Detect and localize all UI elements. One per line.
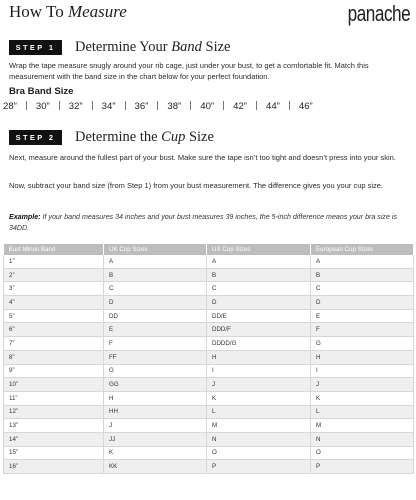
- cell-bust-minus-band: 15”: [4, 446, 104, 460]
- example-label: Example:: [9, 213, 41, 221]
- cell-bust-minus-band: 6”: [4, 323, 104, 337]
- cell-us-cup: DDDD/G: [207, 337, 311, 351]
- cell-bust-minus-band: 2”: [4, 268, 104, 282]
- cell-us-cup: N: [207, 432, 311, 446]
- cell-us-cup: C: [207, 282, 311, 296]
- cell-european-cup: I: [311, 364, 414, 378]
- cell-us-cup: J: [207, 378, 311, 392]
- step-1-heading-suffix: Size: [201, 38, 231, 55]
- step-1-heading-prefix: Determine Your: [75, 38, 172, 55]
- band-size-divider: [289, 101, 290, 110]
- cell-us-cup: A: [207, 255, 311, 268]
- cell-bust-minus-band: 5”: [4, 309, 104, 323]
- band-size-divider: [256, 101, 257, 110]
- band-size-item: 28”: [3, 101, 17, 112]
- band-size-item: 46”: [298, 101, 313, 112]
- cell-bust-minus-band: 10”: [4, 378, 104, 392]
- cell-bust-minus-band: 11”: [4, 391, 104, 405]
- cell-us-cup: M: [207, 419, 311, 433]
- table-row: [4, 405, 414, 419]
- cell-uk-cup: F: [104, 337, 207, 351]
- cell-us-cup: DDD/F: [207, 323, 311, 337]
- cell-european-cup: E: [311, 309, 414, 323]
- cell-bust-minus-band: 8”: [4, 350, 104, 364]
- cell-us-cup: B: [207, 268, 311, 282]
- cell-bust-minus-band: 9”: [4, 364, 104, 378]
- cell-bust-minus-band: 4”: [4, 296, 104, 310]
- header-us-cup-sizes: US Cup Sizes: [207, 244, 311, 255]
- cell-uk-cup: E: [104, 323, 207, 337]
- band-size-divider: [125, 101, 126, 110]
- step-2-heading-prefix: Determine the: [75, 128, 162, 145]
- step-2-header: [9, 128, 214, 146]
- step-1-badge: STEP 1: [9, 40, 62, 55]
- cell-uk-cup: JJ: [104, 432, 207, 446]
- step-2-instructions-1: Next, measure around the fullest part of your bust. Make sure the tape isn’t too tight and doesn’t press into your skin.: [9, 153, 396, 162]
- band-size-item: 34”: [101, 101, 116, 112]
- cell-uk-cup: C: [104, 282, 207, 296]
- table-row: [4, 446, 414, 460]
- table-body: [4, 255, 414, 474]
- step-2-heading-suffix: Size: [185, 128, 214, 145]
- cell-uk-cup: B: [104, 268, 207, 282]
- cell-european-cup: M: [311, 419, 414, 433]
- cell-us-cup: L: [207, 405, 311, 419]
- step-2-badge: STEP 2: [9, 130, 62, 145]
- cell-us-cup: DD/E: [207, 309, 311, 323]
- table-header-row: [4, 244, 414, 255]
- cell-uk-cup: J: [104, 419, 207, 433]
- cell-bust-minus-band: 1”: [4, 255, 104, 268]
- band-size-divider: [59, 101, 60, 110]
- brand-logo: panache: [347, 1, 410, 26]
- cell-uk-cup: G: [104, 364, 207, 378]
- header-european-cup-sizes: European Cup Sizes: [311, 244, 414, 255]
- cell-european-cup: C: [311, 282, 414, 296]
- cell-uk-cup: A: [104, 255, 207, 268]
- cell-uk-cup: KK: [104, 460, 207, 474]
- table-row: [4, 337, 414, 351]
- table-row: [4, 378, 414, 392]
- cell-european-cup: B: [311, 268, 414, 282]
- band-size-item: 36”: [134, 101, 149, 112]
- page-title-emphasis: Measure: [67, 2, 127, 21]
- table-row: [4, 364, 414, 378]
- cell-bust-minus-band: 13”: [4, 419, 104, 433]
- header-bust-minus-band: Bust Minus Band: [4, 244, 104, 255]
- cell-us-cup: O: [207, 446, 311, 460]
- step-2-heading-emphasis: Cup: [161, 128, 186, 145]
- step-1-heading-emphasis: Band: [171, 38, 202, 55]
- cell-us-cup: H: [207, 350, 311, 364]
- table-row: [4, 296, 414, 310]
- cell-uk-cup: K: [104, 446, 207, 460]
- cell-uk-cup: GG: [104, 378, 207, 392]
- table-row: [4, 460, 414, 474]
- table-row: [4, 309, 414, 323]
- cell-uk-cup: FF: [104, 350, 207, 364]
- cell-european-cup: F: [311, 323, 414, 337]
- band-size-divider: [92, 101, 93, 110]
- table-row: [4, 255, 414, 268]
- cell-us-cup: K: [207, 391, 311, 405]
- cell-european-cup: A: [311, 255, 414, 268]
- table-row: [4, 268, 414, 282]
- band-size-list: [3, 101, 313, 112]
- band-size-divider: [26, 101, 27, 110]
- cell-european-cup: L: [311, 405, 414, 419]
- cell-bust-minus-band: 12”: [4, 405, 104, 419]
- cell-bust-minus-band: 14”: [4, 432, 104, 446]
- header-uk-cup-sizes: UK Cup Sizes: [104, 244, 207, 255]
- cell-european-cup: J: [311, 378, 414, 392]
- band-size-item: 44”: [266, 101, 280, 112]
- table-row: [4, 323, 414, 337]
- band-size-divider: [157, 101, 158, 110]
- step-1-header: [9, 38, 230, 56]
- cell-european-cup: K: [311, 391, 414, 405]
- table-row: [4, 282, 414, 296]
- band-size-divider: [223, 101, 224, 110]
- cell-uk-cup: H: [104, 391, 207, 405]
- table-row: [4, 350, 414, 364]
- step-2-heading: [75, 129, 214, 146]
- step-1-heading: [75, 39, 230, 56]
- cell-bust-minus-band: 16”: [4, 460, 104, 474]
- table-row: [4, 419, 414, 433]
- example-text: If your band measures 34 inches and your bust measures 39 inches, the 5-inch difference means your bra size is 34DD.: [9, 213, 398, 232]
- step-2-instructions-2: Now, subtract your band size (from Step 1) from your bust measurement. The difference gives you your cup size.: [9, 181, 384, 190]
- cup-size-table: [3, 244, 414, 474]
- band-size-item: 30”: [35, 101, 50, 112]
- page-title-prefix: How To: [9, 2, 68, 21]
- example-note: [9, 212, 411, 233]
- cell-uk-cup: HH: [104, 405, 207, 419]
- band-size-item: 32”: [68, 101, 83, 112]
- cell-uk-cup: DD: [104, 309, 207, 323]
- step-1-instructions: Wrap the tape measure snugly around your rib cage, just under your bust, to get a comfortable fit. Match this measurement with the band size in the chart below for your perfect foundation.: [9, 61, 369, 81]
- cell-us-cup: I: [207, 364, 311, 378]
- cell-us-cup: P: [207, 460, 311, 474]
- table-row: [4, 391, 414, 405]
- band-size-item: 42”: [233, 101, 247, 112]
- cell-bust-minus-band: 3”: [4, 282, 104, 296]
- cell-uk-cup: D: [104, 296, 207, 310]
- page-title: [9, 2, 127, 22]
- cell-european-cup: G: [311, 337, 414, 351]
- band-size-title: Bra Band Size: [9, 86, 74, 97]
- table-row: [4, 432, 414, 446]
- cell-us-cup: D: [207, 296, 311, 310]
- band-size-item: 40”: [200, 101, 215, 112]
- band-size-item: 38”: [167, 101, 182, 112]
- cell-bust-minus-band: 7”: [4, 337, 104, 351]
- cell-european-cup: D: [311, 296, 414, 310]
- cell-european-cup: N: [311, 432, 414, 446]
- band-size-divider: [190, 101, 191, 110]
- cell-european-cup: P: [311, 460, 414, 474]
- cell-european-cup: H: [311, 350, 414, 364]
- cell-european-cup: O: [311, 446, 414, 460]
